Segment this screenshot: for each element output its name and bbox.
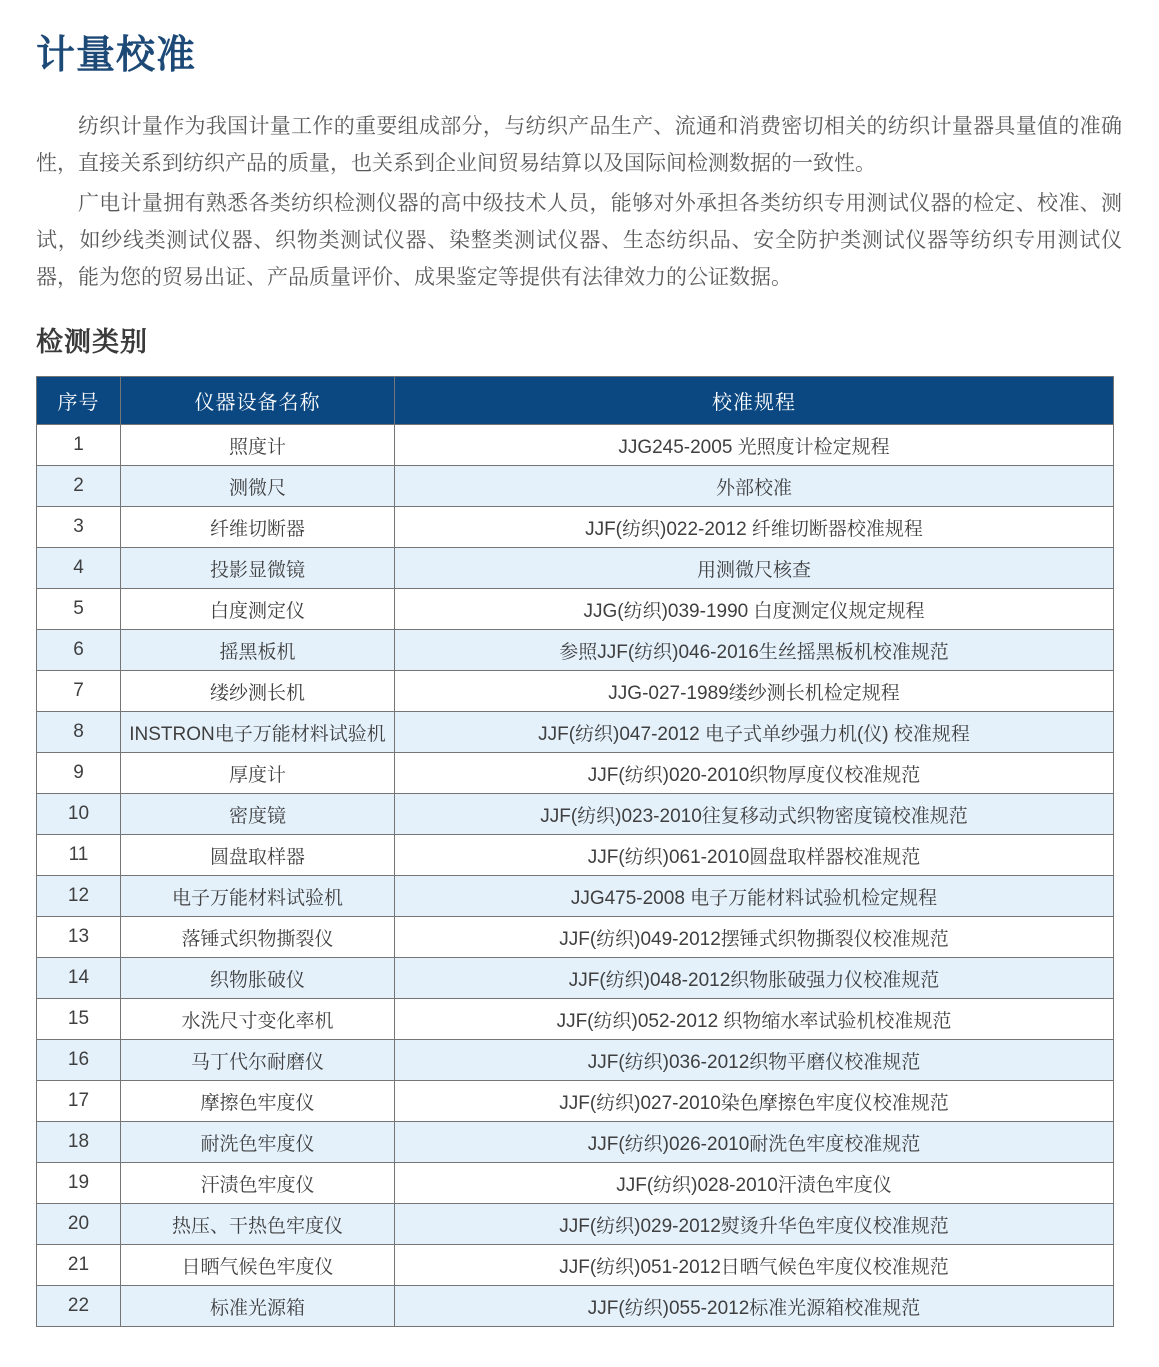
instrument-name-cell: 落锤式织物撕裂仪 (121, 917, 395, 958)
calibration-procedure-cell: 用测微尺核查 (395, 548, 1114, 589)
row-number-cell: 4 (37, 548, 121, 589)
calibration-procedure-cell: JJG-027-1989缕纱测长机检定规程 (395, 671, 1114, 712)
row-number-cell: 2 (37, 466, 121, 507)
table-header-row (37, 377, 1114, 425)
calibration-procedure-cell: JJF(纺织)022-2012 纤维切断器校准规程 (395, 507, 1114, 548)
row-number-cell: 14 (37, 958, 121, 999)
instrument-name-cell: 摇黑板机 (121, 630, 395, 671)
table-row (37, 466, 1114, 507)
table-body (37, 425, 1114, 1327)
instrument-name-cell: 日晒气候色牢度仪 (121, 1245, 395, 1286)
row-number-cell: 17 (37, 1081, 121, 1122)
instrument-name-cell: 纤维切断器 (121, 507, 395, 548)
calibration-procedure-cell: JJF(纺织)047-2012 电子式单纱强力机(仪) 校准规程 (395, 712, 1114, 753)
table-row (37, 835, 1114, 876)
table-row (37, 999, 1114, 1040)
table-row (37, 958, 1114, 999)
instrument-name-cell: 厚度计 (121, 753, 395, 794)
instrument-name-cell: 照度计 (121, 425, 395, 466)
calibration-procedure-cell: JJF(纺织)020-2010织物厚度仪校准规范 (395, 753, 1114, 794)
table-row (37, 630, 1114, 671)
table-row (37, 1204, 1114, 1245)
calibration-procedure-cell: JJF(纺织)055-2012标准光源箱校准规范 (395, 1286, 1114, 1327)
instrument-name-cell: 织物胀破仪 (121, 958, 395, 999)
table-row (37, 548, 1114, 589)
section-heading: 检测类别 (36, 327, 148, 357)
calibration-procedure-cell: JJF(纺织)049-2012摆锤式织物撕裂仪校准规范 (395, 917, 1114, 958)
table-row (37, 876, 1114, 917)
calibration-procedure-cell: JJF(纺织)051-2012日晒气候色牢度仪校准规范 (395, 1245, 1114, 1286)
table-row (37, 1245, 1114, 1286)
table-row (37, 1122, 1114, 1163)
calibration-procedure-cell: 参照JJF(纺织)046-2016生丝摇黑板机校准规范 (395, 630, 1114, 671)
table-row (37, 794, 1114, 835)
row-number-cell: 22 (37, 1286, 121, 1327)
row-number-cell: 8 (37, 712, 121, 753)
calibration-procedure-cell: JJF(纺织)048-2012织物胀破强力仪校准规范 (395, 958, 1114, 999)
table-row (37, 712, 1114, 753)
row-number-cell: 18 (37, 1122, 121, 1163)
instrument-name-cell: 耐洗色牢度仪 (121, 1122, 395, 1163)
row-number-cell: 13 (37, 917, 121, 958)
table-row (37, 1040, 1114, 1081)
table-row (37, 507, 1114, 548)
instrument-name-cell: 投影显微镜 (121, 548, 395, 589)
instrument-name-cell: 汗渍色牢度仪 (121, 1163, 395, 1204)
row-number-cell: 5 (37, 589, 121, 630)
table-row (37, 1163, 1114, 1204)
intro-section (36, 108, 1122, 296)
column-header-calibration-procedure: 校准规程 (395, 377, 1114, 425)
row-number-cell: 1 (37, 425, 121, 466)
column-header-number: 序号 (37, 377, 121, 425)
table-row (37, 425, 1114, 466)
table-row (37, 1286, 1114, 1327)
row-number-cell: 21 (37, 1245, 121, 1286)
calibration-procedure-cell: JJF(纺织)023-2010往复移动式织物密度镜校准规范 (395, 794, 1114, 835)
table-row (37, 671, 1114, 712)
row-number-cell: 20 (37, 1204, 121, 1245)
calibration-procedure-cell: JJF(纺织)029-2012熨烫升华色牢度仪校准规范 (395, 1204, 1114, 1245)
table-row (37, 917, 1114, 958)
instrument-name-cell: 马丁代尔耐磨仪 (121, 1040, 395, 1081)
table-row (37, 1081, 1114, 1122)
instrument-name-cell: 测微尺 (121, 466, 395, 507)
instrument-name-cell: 摩擦色牢度仪 (121, 1081, 395, 1122)
row-number-cell: 19 (37, 1163, 121, 1204)
row-number-cell: 9 (37, 753, 121, 794)
instrument-name-cell: 白度测定仪 (121, 589, 395, 630)
calibration-procedure-cell: JJG475-2008 电子万能材料试验机检定规程 (395, 876, 1114, 917)
row-number-cell: 10 (37, 794, 121, 835)
instrument-name-cell: INSTRON电子万能材料试验机 (121, 712, 395, 753)
row-number-cell: 7 (37, 671, 121, 712)
calibration-procedure-cell: JJF(纺织)036-2012织物平磨仪校准规范 (395, 1040, 1114, 1081)
calibration-procedure-cell: 外部校准 (395, 466, 1114, 507)
row-number-cell: 11 (37, 835, 121, 876)
intro-paragraph-2: 广电计量拥有熟悉各类纺织检测仪器的高中级技术人员，能够对外承担各类纺织专用测试仪器的检定、校准、测试，如纱线类测试仪器、织物类测试仪器、染整类测试仪器、生态纺织品、安全防护类测试仪器等纺织专用测试仪器，能为您的贸易出证、产品质量评价、成果鉴定等提供有法律效力的公证数据。 (36, 192, 1122, 289)
instrument-name-cell: 圆盘取样器 (121, 835, 395, 876)
calibration-table (36, 376, 1114, 1327)
row-number-cell: 15 (37, 999, 121, 1040)
instrument-name-cell: 水洗尺寸变化率机 (121, 999, 395, 1040)
row-number-cell: 16 (37, 1040, 121, 1081)
instrument-name-cell: 标准光源箱 (121, 1286, 395, 1327)
table-row (37, 589, 1114, 630)
calibration-procedure-cell: JJF(纺织)028-2010汗渍色牢度仪 (395, 1163, 1114, 1204)
instrument-name-cell: 电子万能材料试验机 (121, 876, 395, 917)
calibration-procedure-cell: JJG(纺织)039-1990 白度测定仪规定规程 (395, 589, 1114, 630)
calibration-procedure-cell: JJF(纺织)052-2012 织物缩水率试验机校准规范 (395, 999, 1114, 1040)
table-row (37, 753, 1114, 794)
row-number-cell: 3 (37, 507, 121, 548)
page-title: 计量校准 (36, 34, 197, 77)
intro-paragraph-1: 纺织计量作为我国计量工作的重要组成部分，与纺织产品生产、流通和消费密切相关的纺织计量器具量值的准确性，直接关系到纺织产品的质量，也关系到企业间贸易结算以及国际间检测数据的一致性。 (36, 115, 1122, 175)
column-header-instrument-name: 仪器设备名称 (121, 377, 395, 425)
calibration-procedure-cell: JJF(纺织)061-2010圆盘取样器校准规范 (395, 835, 1114, 876)
instrument-name-cell: 密度镜 (121, 794, 395, 835)
instrument-name-cell: 热压、干热色牢度仪 (121, 1204, 395, 1245)
calibration-procedure-cell: JJG245-2005 光照度计检定规程 (395, 425, 1114, 466)
calibration-procedure-cell: JJF(纺织)027-2010染色摩擦色牢度仪校准规范 (395, 1081, 1114, 1122)
row-number-cell: 6 (37, 630, 121, 671)
instrument-name-cell: 缕纱测长机 (121, 671, 395, 712)
calibration-procedure-cell: JJF(纺织)026-2010耐洗色牢度校准规范 (395, 1122, 1114, 1163)
row-number-cell: 12 (37, 876, 121, 917)
